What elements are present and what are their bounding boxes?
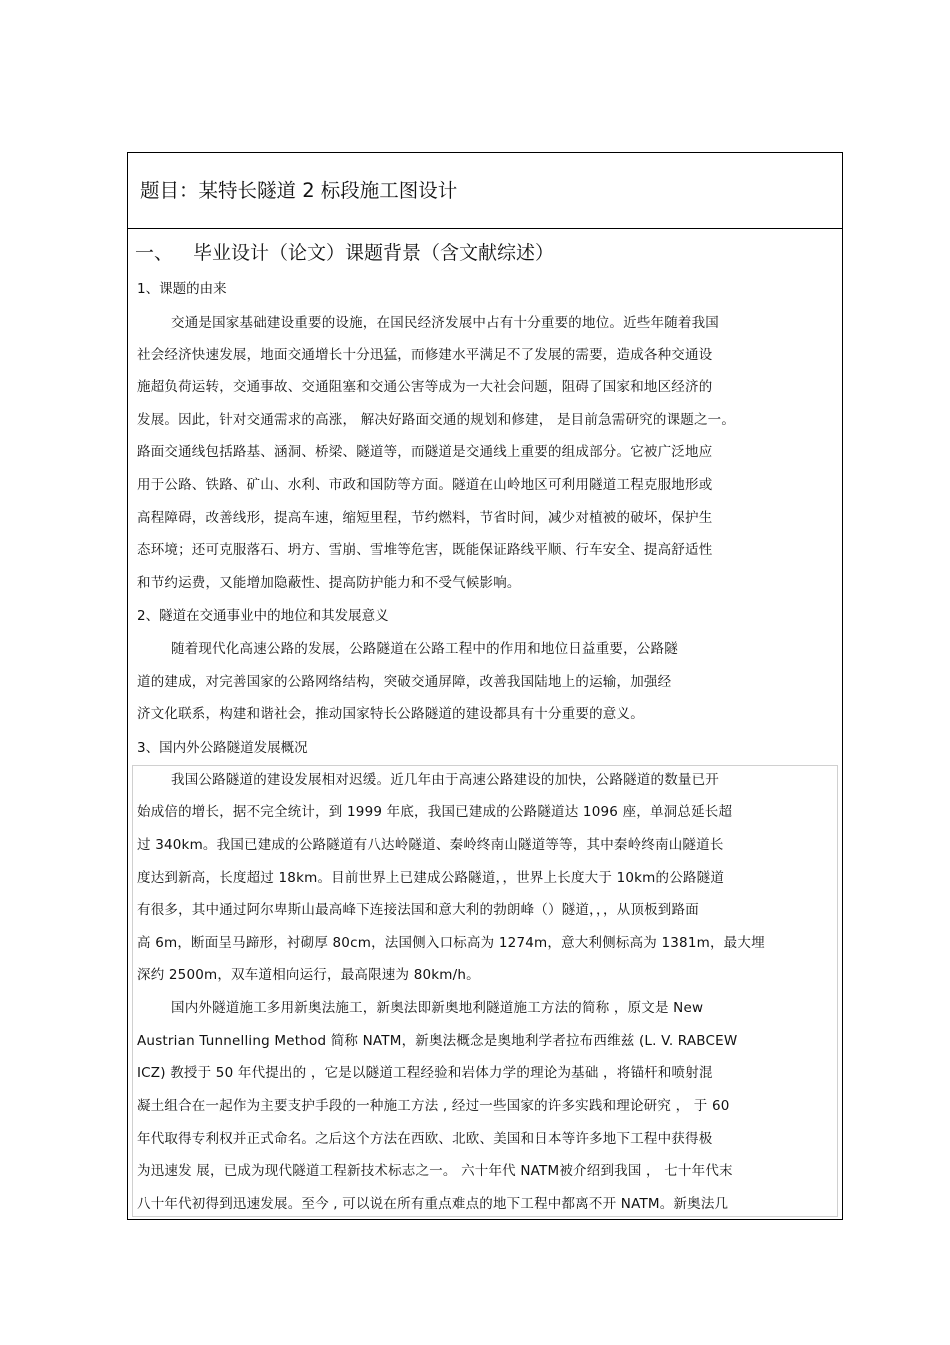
paragraph-line: 度达到新高，长度超过 18km。目前世界上已建成公路隧道，，世界上长度大于 10km的公路隧道 <box>137 870 725 886</box>
paragraph-line: 八十年代初得到迅速发展。至今 , 可以说在所有重点难点的地下工程中都离不开 NATM。新奥法几 <box>137 1196 729 1212</box>
paragraph-line: Austrian Tunnelling Method 简称 NATM，新奥法概念是奥地利学者拉布西维兹 (L. V. RABCEW <box>137 1033 738 1049</box>
paragraph-line: 年代取得专利权并正式命名。之后这个方法在西欧、北欧、美国和日本等许多地下工程中获得极 <box>137 1131 713 1147</box>
paragraph-line: 深约 2500m，双车道相向运行，最高限速为 80km/h。 <box>137 967 480 983</box>
paragraph-line: 随着现代化高速公路的发展，公路隧道在公路工程中的作用和地位日益重要，公路隧 <box>171 641 678 657</box>
paragraph-line: 施超负荷运转，交通事故、交通阻塞和交通公害等成为一大社会问题，阻碍了国家和地区经济的 <box>137 379 713 395</box>
paragraph-line: 高程障碍，改善线形，提高车速，缩短里程，节约燃料，节省时间，减少对植被的破坏，保护生 <box>137 510 713 526</box>
section-number: 一、 <box>135 242 174 264</box>
paragraph-line: 为迅速发 展，已成为现代隧道工程新技术标志之一。 六十年代 NATM被介绍到我国 ， 七十年代末 <box>137 1163 733 1179</box>
paragraph-line: 路面交通线包括路基、涵洞、桥梁、隧道等，而隧道是交通线上重要的组成部分。它被广泛地应 <box>137 444 713 460</box>
paragraph-line: 有很多，其中通过阿尔卑斯山最高峰下连接法国和意大利的勃朗峰（）隧道，，，从顶板到路面 <box>137 902 699 918</box>
paragraph-line: 凝土组合在一起作为主要支护手段的一种施工方法 , 经过一些国家的许多实践和理论研究 ， 于 60 <box>137 1098 730 1114</box>
section-title: 毕业设计（论文）课题背景（含文献综述） <box>193 242 555 264</box>
paragraph-line: 我国公路隧道的建设发展相对迟缓。近几年由于高速公路建设的加快，公路隧道的数量已开 <box>171 772 719 788</box>
paragraph-line: 济文化联系，构建和谐社会，推动国家特长公路隧道的建设都具有十分重要的意义。 <box>137 706 644 722</box>
subheading-significance: 2、隧道在交通事业中的地位和其发展意义 <box>137 608 389 624</box>
title-row <box>128 153 842 229</box>
document-title: 题目：某特长隧道 2 标段施工图设计 <box>140 179 458 202</box>
section-heading <box>135 238 554 265</box>
subheading-overview: 3、国内外公路隧道发展概况 <box>137 740 308 756</box>
paragraph-line: 过 340km。我国已建成的公路隧道有八达岭隧道、秦岭终南山隧道等等，其中秦岭终南山隧道长 <box>137 837 724 853</box>
paragraph-line: 国内外隧道施工多用新奥法施工，新奥法即新奥地利隧道施工方法的简称 ，原文是 New <box>171 1000 704 1016</box>
paragraph-line: 交通是国家基础建设重要的设施，在国民经济发展中占有十分重要的地位。近些年随着我国 <box>171 315 719 331</box>
paragraph-line: 始成倍的增长，据不完全统计，到 1999 年底，我国已建成的公路隧道达 1096 座，单洞总延长超 <box>137 804 733 820</box>
paragraph-line: ICZ) 教授于 50 年代提出的 ，它是以隧道工程经验和岩体力学的理论为基础 ，将锚杆和喷射混 <box>137 1065 713 1081</box>
paragraph-line: 道的建成，对完善国家的公路网络结构，突破交通屏障，改善我国陆地上的运输，加强经 <box>137 674 672 690</box>
paragraph-line: 和节约运费，又能增加隐蔽性、提高防护能力和不受气候影响。 <box>137 575 521 591</box>
subheading-origin: 1、课题的由来 <box>137 281 227 297</box>
paragraph-line: 态环境；还可克服落石、坍方、雪崩、雪堆等危害，既能保证路线平顺、行车安全、提高舒适性 <box>137 542 713 558</box>
paragraph-line: 用于公路、铁路、矿山、水利、市政和国防等方面。隧道在山岭地区可利用隧道工程克服地形或 <box>137 477 713 493</box>
paragraph-line: 高 6m，断面呈马蹄形，衬砌厚 80cm，法国侧入口标高为 1274m，意大利侧标高为 1381m，最大埋 <box>137 935 765 951</box>
paragraph-line: 发展。因此，针对交通需求的高涨， 解决好路面交通的规划和修建， 是目前急需研究的课题之一。 <box>137 412 736 428</box>
paragraph-line: 社会经济快速发展，地面交通增长十分迅猛，而修建水平满足不了发展的需要，造成各种交通设 <box>137 347 713 363</box>
